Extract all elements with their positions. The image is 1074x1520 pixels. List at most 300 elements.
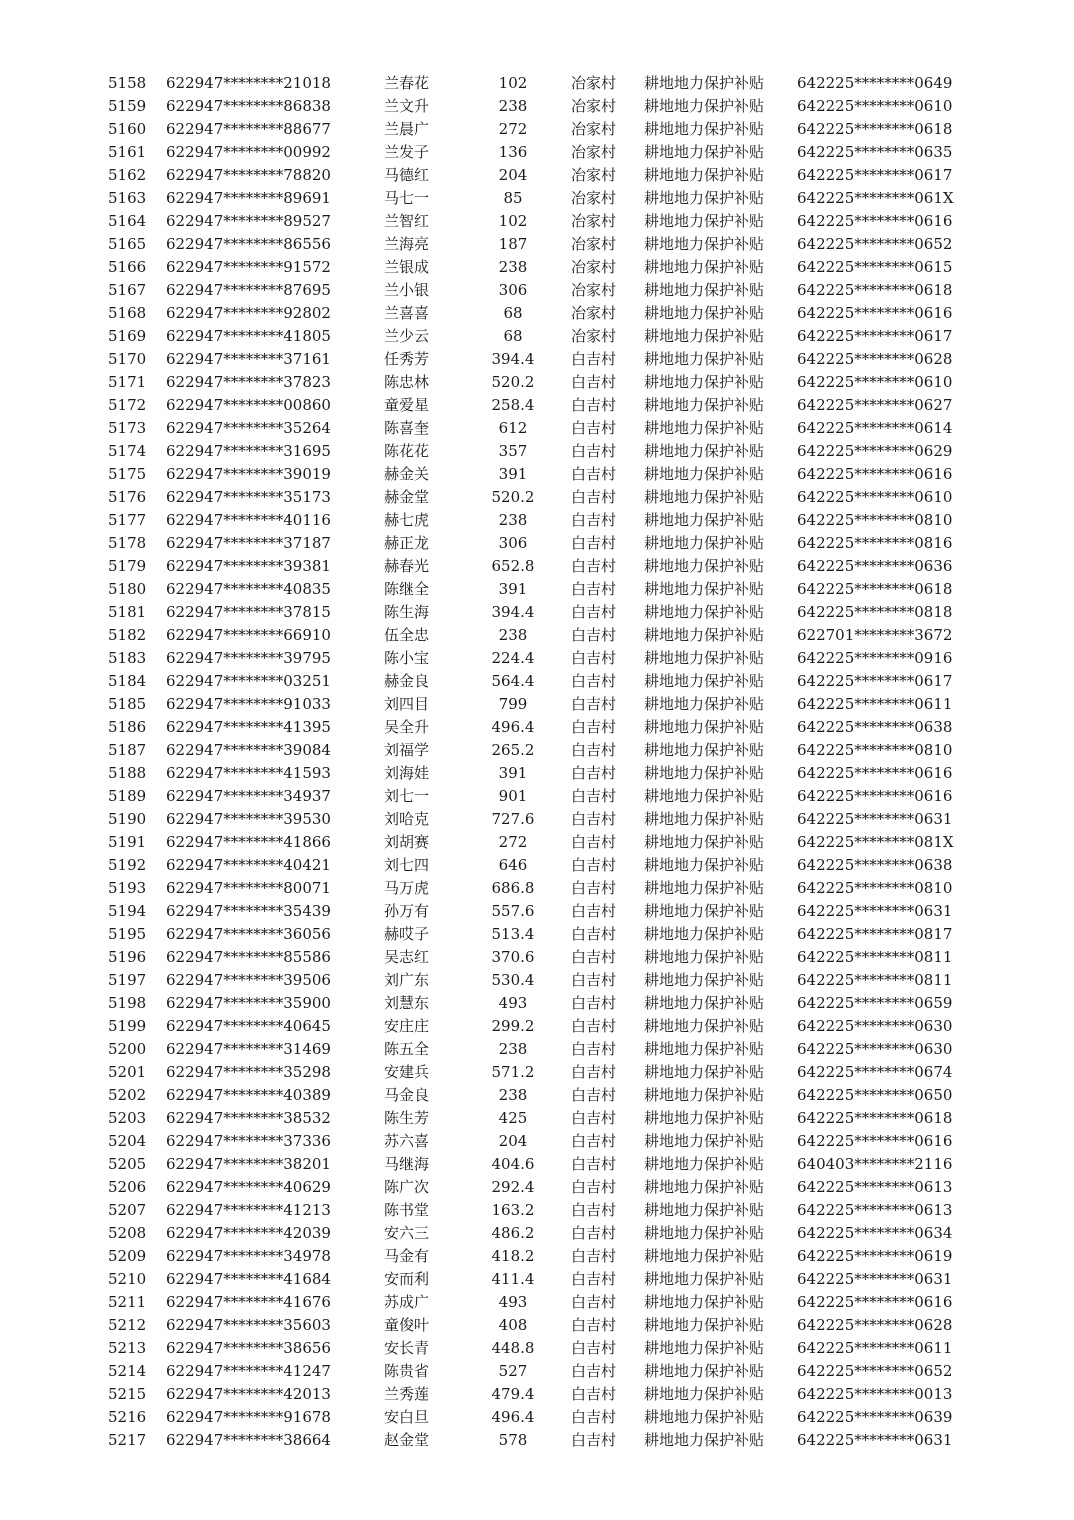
village: 白吉村 [571, 442, 617, 460]
table-row [0, 670, 1074, 693]
recipient-name: 马金良 [384, 1086, 430, 1104]
subsidy-type: 耕地地力保护补贴 [644, 97, 765, 115]
subsidy-amount: 238 [498, 97, 528, 115]
village: 冶家村 [571, 74, 617, 92]
recipient-name: 安六三 [384, 1224, 430, 1242]
id-number: 642225********0617 [797, 166, 953, 184]
subsidy-type: 耕地地力保护补贴 [644, 603, 765, 621]
id-number: 642225********0627 [797, 396, 953, 414]
account-number: 622947********38664 [166, 1431, 331, 1449]
recipient-name: 兰春花 [384, 74, 430, 92]
id-number: 642225********0616 [797, 212, 953, 230]
recipient-name: 刘哈克 [384, 810, 430, 828]
id-number: 642225********0615 [797, 258, 953, 276]
recipient-name: 刘四目 [384, 695, 430, 713]
recipient-name: 马万虎 [384, 879, 430, 897]
row-number: 5199 [108, 1017, 147, 1035]
account-number: 622947********34978 [166, 1247, 331, 1265]
subsidy-amount: 571.2 [491, 1063, 535, 1081]
village: 冶家村 [571, 281, 617, 299]
row-number: 5180 [108, 580, 147, 598]
recipient-name: 赫金良 [384, 672, 430, 690]
subsidy-type: 耕地地力保护补贴 [644, 74, 765, 92]
account-number: 622947********35603 [166, 1316, 331, 1334]
row-number: 5202 [108, 1086, 147, 1104]
subsidy-amount: 652.8 [491, 557, 535, 575]
subsidy-amount: 238 [498, 1040, 528, 1058]
account-number: 622947********36056 [166, 925, 331, 943]
village: 白吉村 [571, 672, 617, 690]
recipient-name: 兰智红 [384, 212, 430, 230]
account-number: 622947********42013 [166, 1385, 331, 1403]
village: 白吉村 [571, 1385, 617, 1403]
recipient-name: 兰文升 [384, 97, 430, 115]
id-number: 642225********0617 [797, 672, 953, 690]
table-row [0, 440, 1074, 463]
subsidy-type: 耕地地力保护补贴 [644, 994, 765, 1012]
account-number: 622947********35298 [166, 1063, 331, 1081]
row-number: 5169 [108, 327, 147, 345]
table-row [0, 854, 1074, 877]
row-number: 5168 [108, 304, 147, 322]
id-number: 642225********0638 [797, 856, 953, 874]
village: 白吉村 [571, 1201, 617, 1219]
subsidy-amount: 394.4 [491, 603, 535, 621]
subsidy-amount: 520.2 [491, 488, 535, 506]
table-row [0, 1084, 1074, 1107]
recipient-name: 孙万有 [384, 902, 430, 920]
row-number: 5204 [108, 1132, 147, 1150]
account-number: 622947********38532 [166, 1109, 331, 1127]
row-number: 5209 [108, 1247, 147, 1265]
subsidy-type: 耕地地力保护补贴 [644, 350, 765, 368]
subsidy-amount: 486.2 [491, 1224, 535, 1242]
row-number: 5164 [108, 212, 147, 230]
village: 白吉村 [571, 1362, 617, 1380]
table-row [0, 1360, 1074, 1383]
village: 冶家村 [571, 166, 617, 184]
recipient-name: 赫金堂 [384, 488, 430, 506]
table-row [0, 578, 1074, 601]
subsidy-type: 耕地地力保护补贴 [644, 396, 765, 414]
account-number: 622947********37815 [166, 603, 331, 621]
village: 白吉村 [571, 1086, 617, 1104]
id-number: 622701********3672 [797, 626, 953, 644]
subsidy-amount: 163.2 [491, 1201, 535, 1219]
account-number: 622947********37823 [166, 373, 331, 391]
subsidy-type: 耕地地力保护补贴 [644, 1109, 765, 1127]
account-number: 622947********41593 [166, 764, 331, 782]
subsidy-amount: 425 [498, 1109, 528, 1127]
id-number: 642225********0618 [797, 281, 953, 299]
row-number: 5182 [108, 626, 147, 644]
subsidy-type: 耕地地力保护补贴 [644, 1339, 765, 1357]
recipient-name: 童爱星 [384, 396, 430, 414]
id-number: 642225********0611 [797, 695, 953, 713]
account-number: 622947********91033 [166, 695, 331, 713]
row-number: 5176 [108, 488, 147, 506]
id-number: 642225********0613 [797, 1201, 953, 1219]
subsidy-type: 耕地地力保护补贴 [644, 258, 765, 276]
table-row [0, 1314, 1074, 1337]
subsidy-type: 耕地地力保护补贴 [644, 1017, 765, 1035]
table-row [0, 647, 1074, 670]
table-row [0, 1337, 1074, 1360]
row-number: 5173 [108, 419, 147, 437]
subsidy-amount: 727.6 [491, 810, 535, 828]
subsidy-type: 耕地地力保护补贴 [644, 1431, 765, 1449]
village: 白吉村 [571, 488, 617, 506]
id-number: 642225********0618 [797, 580, 953, 598]
account-number: 622947********40629 [166, 1178, 331, 1196]
village: 白吉村 [571, 1316, 617, 1334]
subsidy-type: 耕地地力保护补贴 [644, 1201, 765, 1219]
row-number: 5161 [108, 143, 147, 161]
village: 白吉村 [571, 1109, 617, 1127]
recipient-name: 赫正龙 [384, 534, 430, 552]
account-number: 622947********88677 [166, 120, 331, 138]
table-row [0, 187, 1074, 210]
row-number: 5189 [108, 787, 147, 805]
subsidy-amount: 411.4 [491, 1270, 535, 1288]
account-number: 622947********41676 [166, 1293, 331, 1311]
table-row [0, 1130, 1074, 1153]
subsidy-amount: 238 [498, 258, 528, 276]
recipient-name: 马金有 [384, 1247, 430, 1265]
id-number: 642225********0652 [797, 235, 953, 253]
id-number: 642225********0628 [797, 350, 953, 368]
village: 白吉村 [571, 1247, 617, 1265]
recipient-name: 马七一 [384, 189, 430, 207]
id-number: 642225********0635 [797, 143, 953, 161]
village: 白吉村 [571, 764, 617, 782]
subsidy-type: 耕地地力保护补贴 [644, 695, 765, 713]
id-number: 642225********0616 [797, 304, 953, 322]
row-number: 5201 [108, 1063, 147, 1081]
table-row [0, 141, 1074, 164]
recipient-name: 马继海 [384, 1155, 430, 1173]
recipient-name: 赫哎子 [384, 925, 430, 943]
subsidy-type: 耕地地力保护补贴 [644, 925, 765, 943]
recipient-name: 安建兵 [384, 1063, 430, 1081]
subsidy-amount: 272 [498, 120, 528, 138]
village: 白吉村 [571, 419, 617, 437]
subsidy-amount: 394.4 [491, 350, 535, 368]
id-number: 642225********0631 [797, 902, 953, 920]
recipient-name: 陈小宝 [384, 649, 430, 667]
village: 白吉村 [571, 1431, 617, 1449]
subsidy-amount: 612 [498, 419, 528, 437]
recipient-name: 赫七虎 [384, 511, 430, 529]
row-number: 5160 [108, 120, 147, 138]
account-number: 622947********40116 [166, 511, 331, 529]
subsidy-type: 耕地地力保护补贴 [644, 143, 765, 161]
id-number: 642225********0616 [797, 764, 953, 782]
id-number: 642225********0616 [797, 465, 953, 483]
subsidy-amount: 136 [498, 143, 528, 161]
id-number: 642225********0631 [797, 1431, 953, 1449]
subsidy-type: 耕地地力保护补贴 [644, 787, 765, 805]
village: 冶家村 [571, 97, 617, 115]
subsidy-type: 耕地地力保护补贴 [644, 419, 765, 437]
id-number: 642225********0616 [797, 1132, 953, 1150]
row-number: 5167 [108, 281, 147, 299]
village: 白吉村 [571, 1132, 617, 1150]
recipient-name: 兰发子 [384, 143, 430, 161]
row-number: 5159 [108, 97, 147, 115]
village: 白吉村 [571, 626, 617, 644]
row-number: 5166 [108, 258, 147, 276]
village: 白吉村 [571, 787, 617, 805]
village: 白吉村 [571, 741, 617, 759]
subsidy-type: 耕地地力保护补贴 [644, 511, 765, 529]
village: 白吉村 [571, 856, 617, 874]
row-number: 5200 [108, 1040, 147, 1058]
recipient-name: 陈忠林 [384, 373, 430, 391]
subsidy-type: 耕地地力保护补贴 [644, 1086, 765, 1104]
village: 白吉村 [571, 649, 617, 667]
recipient-name: 赵金堂 [384, 1431, 430, 1449]
subsidy-amount: 527 [498, 1362, 528, 1380]
subsidy-amount: 292.4 [491, 1178, 535, 1196]
village: 白吉村 [571, 350, 617, 368]
table-row [0, 417, 1074, 440]
table-row [0, 555, 1074, 578]
account-number: 622947********41684 [166, 1270, 331, 1288]
subsidy-type: 耕地地力保护补贴 [644, 1408, 765, 1426]
subsidy-amount: 520.2 [491, 373, 535, 391]
row-number: 5178 [108, 534, 147, 552]
row-number: 5183 [108, 649, 147, 667]
id-number: 642225********0618 [797, 1109, 953, 1127]
account-number: 622947********37161 [166, 350, 331, 368]
subsidy-type: 耕地地力保护补贴 [644, 672, 765, 690]
subsidy-amount: 391 [498, 764, 528, 782]
table-row [0, 371, 1074, 394]
village: 白吉村 [571, 1224, 617, 1242]
recipient-name: 赫春光 [384, 557, 430, 575]
id-number: 642225********0629 [797, 442, 953, 460]
id-number: 642225********0611 [797, 1339, 953, 1357]
row-number: 5190 [108, 810, 147, 828]
table-row [0, 1268, 1074, 1291]
row-number: 5216 [108, 1408, 147, 1426]
recipient-name: 童俊叶 [384, 1316, 430, 1334]
table-row [0, 992, 1074, 1015]
table-row [0, 716, 1074, 739]
table-row [0, 1061, 1074, 1084]
subsidy-type: 耕地地力保护补贴 [644, 580, 765, 598]
table-row [0, 1038, 1074, 1061]
account-number: 622947********39530 [166, 810, 331, 828]
account-number: 622947********03251 [166, 672, 331, 690]
village: 冶家村 [571, 327, 617, 345]
row-number: 5210 [108, 1270, 147, 1288]
subsidy-amount: 238 [498, 511, 528, 529]
account-number: 622947********38201 [166, 1155, 331, 1173]
village: 白吉村 [571, 465, 617, 483]
recipient-name: 赫金关 [384, 465, 430, 483]
recipient-name: 兰喜喜 [384, 304, 430, 322]
table-row [0, 1406, 1074, 1429]
id-number: 642225********0630 [797, 1040, 953, 1058]
subsidy-amount: 187 [498, 235, 528, 253]
subsidy-amount: 530.4 [491, 971, 535, 989]
id-number: 642225********0639 [797, 1408, 953, 1426]
id-number: 642225********0613 [797, 1178, 953, 1196]
account-number: 622947********89527 [166, 212, 331, 230]
table-row [0, 486, 1074, 509]
subsidy-amount: 68 [503, 304, 523, 322]
subsidy-type: 耕地地力保护补贴 [644, 120, 765, 138]
subsidy-type: 耕地地力保护补贴 [644, 856, 765, 874]
subsidy-type: 耕地地力保护补贴 [644, 488, 765, 506]
row-number: 5217 [108, 1431, 147, 1449]
id-number: 642225********0818 [797, 603, 953, 621]
table-row [0, 394, 1074, 417]
subsidy-type: 耕地地力保护补贴 [644, 327, 765, 345]
account-number: 622947********41213 [166, 1201, 331, 1219]
account-number: 622947********39084 [166, 741, 331, 759]
subsidy-type: 耕地地力保护补贴 [644, 741, 765, 759]
row-number: 5206 [108, 1178, 147, 1196]
village: 白吉村 [571, 1293, 617, 1311]
recipient-name: 伍全忠 [384, 626, 430, 644]
village: 白吉村 [571, 1063, 617, 1081]
subsidy-type: 耕地地力保护补贴 [644, 718, 765, 736]
subsidy-type: 耕地地力保护补贴 [644, 557, 765, 575]
table-row [0, 279, 1074, 302]
table-row [0, 808, 1074, 831]
id-number: 642225********0614 [797, 419, 953, 437]
row-number: 5171 [108, 373, 147, 391]
id-number: 642225********0810 [797, 511, 953, 529]
id-number: 642225********0816 [797, 534, 953, 552]
id-number: 642225********061X [797, 189, 954, 207]
row-number: 5187 [108, 741, 147, 759]
subsidy-amount: 448.8 [491, 1339, 535, 1357]
subsidy-amount: 578 [498, 1431, 528, 1449]
row-number: 5192 [108, 856, 147, 874]
village: 白吉村 [571, 925, 617, 943]
account-number: 622947********39506 [166, 971, 331, 989]
table-row [0, 1107, 1074, 1130]
account-number: 622947********35900 [166, 994, 331, 1012]
subsidy-amount: 102 [498, 74, 528, 92]
id-number: 642225********0636 [797, 557, 953, 575]
subsidy-amount: 646 [498, 856, 528, 874]
subsidy-type: 耕地地力保护补贴 [644, 948, 765, 966]
row-number: 5179 [108, 557, 147, 575]
village: 白吉村 [571, 557, 617, 575]
id-number: 642225********0013 [797, 1385, 953, 1403]
village: 白吉村 [571, 1178, 617, 1196]
id-number: 642225********0610 [797, 373, 953, 391]
subsidy-amount: 391 [498, 465, 528, 483]
account-number: 622947********41395 [166, 718, 331, 736]
row-number: 5211 [108, 1293, 147, 1311]
table-row [0, 164, 1074, 187]
village: 冶家村 [571, 212, 617, 230]
table-row [0, 1429, 1074, 1452]
account-number: 622947********31469 [166, 1040, 331, 1058]
village: 白吉村 [571, 810, 617, 828]
table-row [0, 624, 1074, 647]
account-number: 622947********89691 [166, 189, 331, 207]
recipient-name: 刘福学 [384, 741, 430, 759]
table-row [0, 532, 1074, 555]
subsidy-type: 耕地地力保护补贴 [644, 1270, 765, 1288]
table-row [0, 739, 1074, 762]
account-number: 622947********41247 [166, 1362, 331, 1380]
table-row [0, 118, 1074, 141]
id-number: 642225********0630 [797, 1017, 953, 1035]
village: 白吉村 [571, 373, 617, 391]
account-number: 622947********39019 [166, 465, 331, 483]
account-number: 622947********37187 [166, 534, 331, 552]
account-number: 622947********92802 [166, 304, 331, 322]
account-number: 622947********41805 [166, 327, 331, 345]
recipient-name: 刘广东 [384, 971, 430, 989]
row-number: 5170 [108, 350, 147, 368]
subsidy-amount: 357 [498, 442, 528, 460]
subsidy-type: 耕地地力保护补贴 [644, 833, 765, 851]
table-row [0, 233, 1074, 256]
id-number: 642225********0618 [797, 120, 953, 138]
table-row [0, 1245, 1074, 1268]
subsidy-amount: 513.4 [491, 925, 535, 943]
id-number: 642225********0652 [797, 1362, 953, 1380]
recipient-name: 吴全升 [384, 718, 430, 736]
row-number: 5193 [108, 879, 147, 897]
subsidy-amount: 258.4 [491, 396, 535, 414]
table-row [0, 1153, 1074, 1176]
account-number: 622947********35264 [166, 419, 331, 437]
row-number: 5172 [108, 396, 147, 414]
village: 白吉村 [571, 1270, 617, 1288]
subsidy-amount: 496.4 [491, 1408, 535, 1426]
subsidy-type: 耕地地力保护补贴 [644, 902, 765, 920]
subsidy-type: 耕地地力保护补贴 [644, 1385, 765, 1403]
recipient-name: 安而利 [384, 1270, 430, 1288]
village: 白吉村 [571, 695, 617, 713]
subsidy-type: 耕地地力保护补贴 [644, 465, 765, 483]
subsidy-amount: 265.2 [491, 741, 535, 759]
recipient-name: 陈花花 [384, 442, 430, 460]
village: 白吉村 [571, 1017, 617, 1035]
subsidy-type: 耕地地力保护补贴 [644, 1224, 765, 1242]
row-number: 5175 [108, 465, 147, 483]
account-number: 622947********80071 [166, 879, 331, 897]
subsidy-amount: 204 [498, 1132, 528, 1150]
account-number: 622947********87695 [166, 281, 331, 299]
row-number: 5188 [108, 764, 147, 782]
account-number: 622947********40421 [166, 856, 331, 874]
village: 白吉村 [571, 833, 617, 851]
recipient-name: 刘七一 [384, 787, 430, 805]
recipient-name: 刘七四 [384, 856, 430, 874]
subsidy-type: 耕地地力保护补贴 [644, 971, 765, 989]
row-number: 5185 [108, 695, 147, 713]
id-number: 642225********0617 [797, 327, 953, 345]
account-number: 622947********41866 [166, 833, 331, 851]
subsidy-amount: 493 [498, 1293, 528, 1311]
subsidy-amount: 306 [498, 534, 528, 552]
recipient-name: 马德红 [384, 166, 430, 184]
id-number: 642225********0610 [797, 97, 953, 115]
account-number: 622947********86556 [166, 235, 331, 253]
recipient-name: 任秀芳 [384, 350, 430, 368]
